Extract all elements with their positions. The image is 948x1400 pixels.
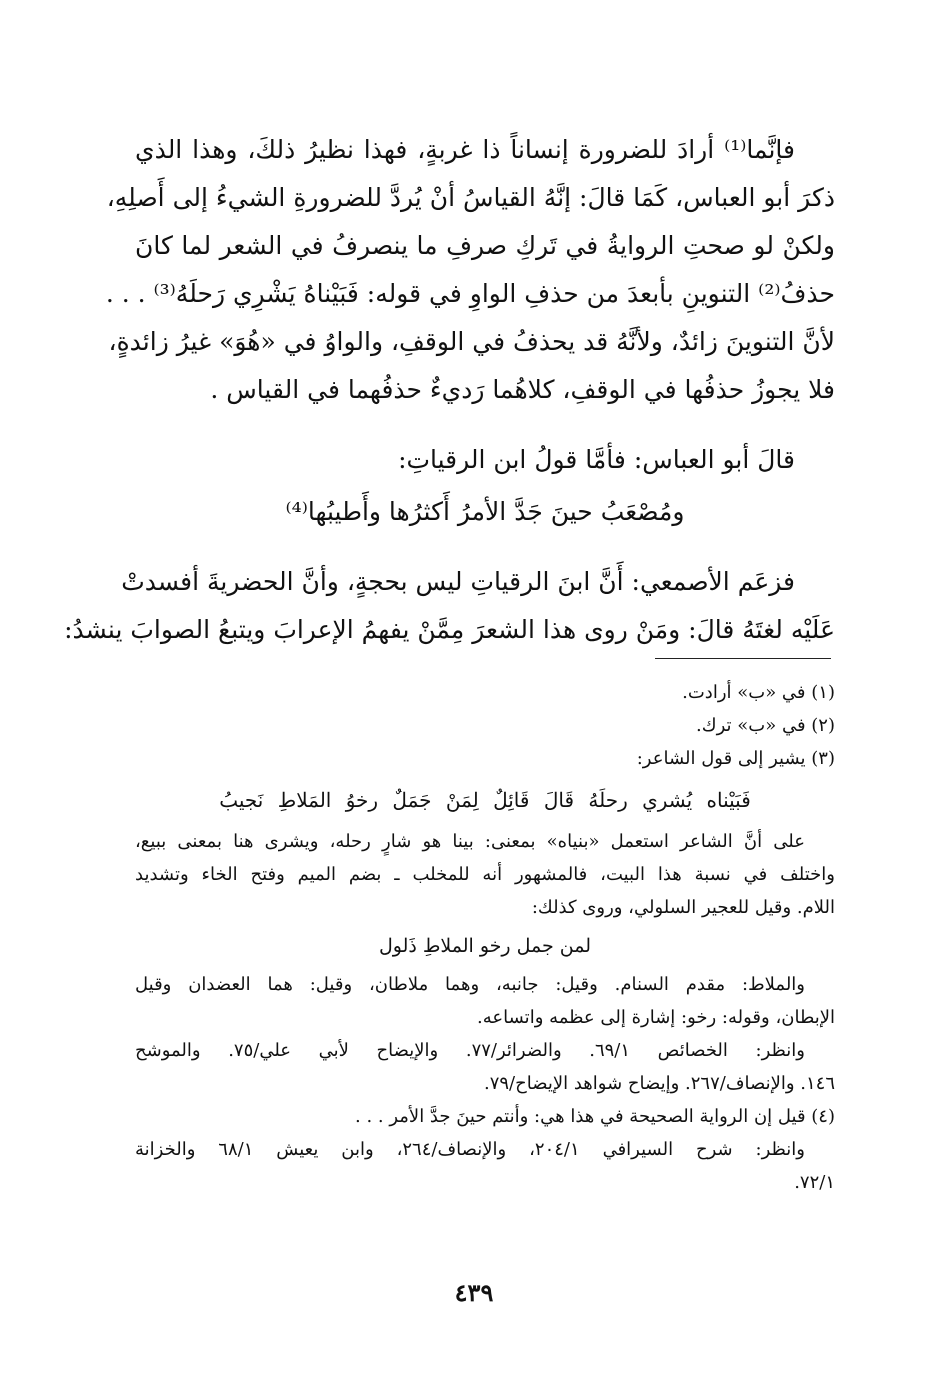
footnotes — [135, 676, 835, 1199]
footnote-line: وانظر: شرح السيرافي ٢٠٤/١، والإنصاف/٢٦٤، وابن يعيش ٦٨/١ والخزانة — [135, 1139, 805, 1160]
footnote-divider — [655, 658, 831, 659]
page-number: ٤٣٩ — [454, 1278, 494, 1307]
footnote-line: اللام. وقيل للعجير السلولي، وروى كذلك: — [531, 897, 835, 918]
main-text — [64, 126, 835, 654]
text-line: فلا يجوزُ حذفُها في الوقفِ، كلاهُما رَديءٌ حذفُهما في القياس . — [210, 375, 835, 404]
text-line: ذكرَ أبو العباس، كَمَا قالَ: إنَّهُ القياسُ أنْ يُردَّ للضرورةِ الشيءُ إلى أَصلِهِ، — [106, 183, 835, 212]
footnote-3: (٣) يشير إلى قول الشاعر: — [636, 748, 835, 769]
footnote-line: ٧٢/١. — [794, 1172, 835, 1193]
footnote-3-verse-2: لمن جمل رخو الملاطِ ذَلول — [378, 935, 592, 957]
footnote-line: والملاط: مقدم السنام. وقيل: جانبه، وهما ملاطان، وقيل: هما العضدان وقيل — [135, 974, 805, 995]
footnote-line: ١٤٦. والإنصاف/٢٦٧. وإيضاح شواهد الإيضاح/٧٩. — [483, 1073, 835, 1094]
text-line: حذفُ⁽²⁾ التنوينِ بأبعدَ من حذفِ الواوِ في قوله: فَبَيْناهُ يَشْرِي رَحلَهُ⁽³⁾ . . . — [105, 279, 835, 308]
footnote-2: (٢) في «ب» ترك. — [696, 715, 835, 736]
footnote-4: (٤) قيل إن الرواية الصحيحة في هذا هي: وأنتم حينَ جدَّ الأمر . . . — [355, 1106, 835, 1127]
text-line: لأنَّ التنوينَ زائدٌ، ولأنَّهُ قد يحذفُ في الوقفِ، والواوُ في «هُوَ» غيرُ زائدةٍ، — [108, 327, 835, 356]
quote-intro: قالَ أبو العباس: فأمَّا قولُ ابن الرقياتِ: — [398, 445, 795, 474]
text-line: عَلَيْه لغتَهُ قالَ: ومَنْ روى هذا الشعرَ مِمَّنْ يفهمُ الإعرابَ ويتبعُ الصوابَ ينشدُ: — [64, 615, 835, 644]
text-line: فإنَّما⁽¹⁾ أرادَ للضرورة إنساناً ذا غربةٍ، فهذا نظيرُ ذلكَ، وهذا الذي — [135, 135, 795, 164]
footnote-line: وانظر: الخصائص ٦٩/١. والضرائر/٧٧. والإيضاح لأبي علي/٧٥. والموشح — [135, 1040, 805, 1061]
footnote-1: (١) في «ب» أرادت. — [682, 682, 835, 703]
text-line: فزعَم الأصمعي: أَنَّ ابنَ الرقياتِ ليس بحجةٍ، وأنَّ الحضريةَ أفسدتْ — [121, 567, 795, 596]
text-line: ولكنْ لو صحتِ الروايةُ في تَركِ صرفِ ما ينصرفُ في الشعر لما كانَ — [135, 231, 835, 260]
footnote-line: واختلف في نسبة هذا البيت، فالمشهور أنه للمخلب ـ بضم الميم وفتح الخاء وتشديد — [135, 864, 835, 885]
verse-line: ومُصْعَبُ حينَ جَدَّ الأمرُ أَكثرُها وأَطيبُها⁽⁴⁾ — [285, 497, 685, 526]
footnote-line: على أنَّ الشاعر استعمل «بنياه» بمعنى: بينا هو شارٍ رحله، ويشرى هنا بمعنى ببيع، — [135, 831, 805, 852]
footnote-line: الإبطان، وقوله: رخو: إشارة إلى عظمه واتساعه. — [477, 1007, 835, 1028]
footnote-3-verse: فَبَيْناه يُشري رحلَهُ قَالَ قَائِلٌ لِمَنْ جَمَلٌ رخوُ المَلاطِ نَجيبُ — [219, 788, 751, 812]
